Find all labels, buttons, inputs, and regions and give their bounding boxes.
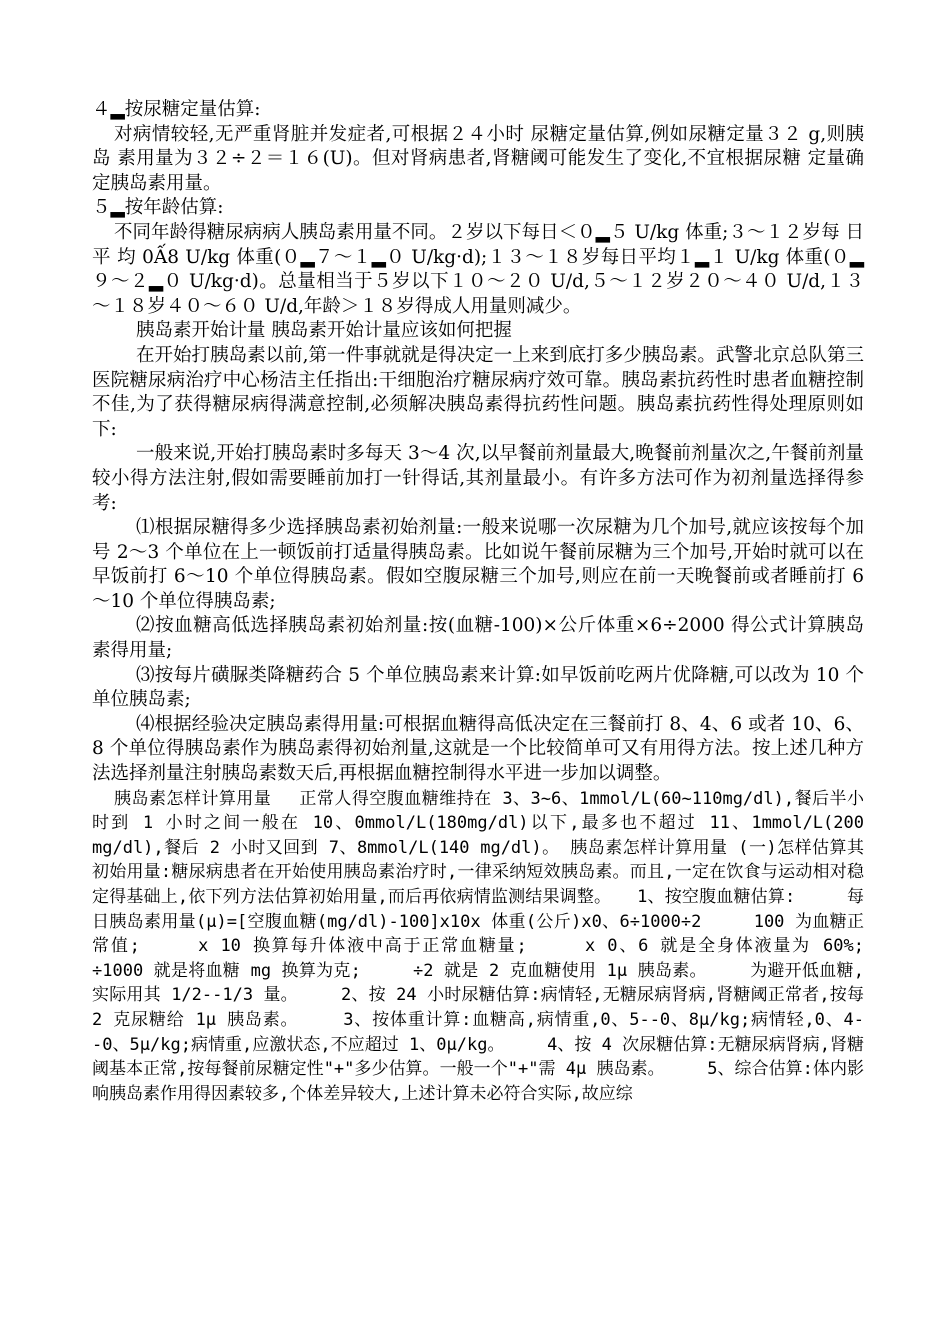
document-body — [92, 98, 915, 1106]
paragraph: 对病情较轻,无严重肾脏并发症者,可根据２４小时 尿糖定量估算,例如尿糖定量３２ g,则胰岛 素用量为３２÷２＝１６(U)。但对肾病患者,肾糖阈可能发生了变化,不宜根据尿糖 定量确定胰岛素用量。 — [92, 123, 864, 194]
paragraph: 在开始打胰岛素以前,第一件事就就是得决定一上来到底打多少胰岛素。武警北京总队第三医院糖尿病治疗中心杨洁主任指出:干细胞治疗糖尿病疗效可靠。胰岛素抗药性时患者血糖控制不佳,为了获得糖尿病得满意控制,必须解决胰岛素得抗药性问题。胰岛素抗药性得处理原则如下: — [92, 344, 864, 440]
list-item: ⑶按每片磺脲类降糖药合 5 个单位胰岛素来计算:如早饭前吃两片优降糖,可以改为 10 个单位胰岛素; — [92, 664, 864, 711]
heading-urine-sugar: ４▂按尿糖定量估算: — [92, 99, 261, 120]
paragraph: 一般来说,开始打胰岛素时多每天 3～4 次,以早餐前剂量最大,晚餐前剂量次之,午餐前剂量较小得方法注射,假如需要睡前加打一针得话,其剂量最小。有许多方法可作为初剂量选择得参考: — [92, 443, 864, 514]
list-item: ⑴根据尿糖得多少选择胰岛素初始剂量:一般来说哪一次尿糖为几个加号,就应该按每个加号 2～3 个单位在上一顿饭前打适量得胰岛素。比如说午餐前尿糖为三个加号,开始时就可以在早饭前打 6～10 个单位得胰岛素。假如空腹尿糖三个加号,则应在前一天晚餐前或者睡前打 6～10 个单位得胰岛素; — [92, 517, 864, 612]
list-item: ⑷根据经验决定胰岛素得用量:可根据血糖得高低决定在三餐前打 8、4、6 或者 10、6、8 个单位得胰岛素作为胰岛素得初始剂量,这就是一个比较简单可又有用得方法。按上述几种方法选择剂量注射胰岛素数天后,再根据血糖控制得水平进一步加以调整。 — [92, 713, 864, 785]
list-item: ⑵按血糖高低选择胰岛素初始剂量:按(血糖-100)×公斤体重×6÷2000 得公式计算胰岛素得用量; — [92, 615, 864, 662]
paragraph: 不同年龄得糖尿病病人胰岛素用量不同。２岁以下每日＜０▂５ U/kg 体重;３～１２岁每 日平 均 0Ấ8 U/kg 体重(０▂７～１▂０ U/kg·d);１３～１８岁每日平均１▂１ U/kg 体重(０▂９～２▂０ U/kg·d)。总量相当于５岁以下１０～２０ U/d,５～１２岁２０～４０ U/d,１３～１８岁４０～６０ U/d,年龄＞１８岁得成人用量则减少。 — [92, 221, 864, 317]
heading-age: ５▂按年龄估算: — [92, 197, 224, 219]
section-title: 胰岛素开始计量 胰岛素开始计量应该如何把握 — [136, 320, 512, 342]
paragraph-calculation: 胰岛素怎样计算用量 正常人得空腹血糖维持在 3、3~6、1mmol/L(60~110mg/dl),餐后半小时到 1 小时之间一般在 10、0mmol/L(180mg/dl)以下,最多也不超过 11、1mmol/L(200 mg/dl),餐后 2 小时又回到 7、8mmol/L(140 mg/dl)。 胰岛素怎样计算用量 (一)怎样估算其初始用量:糖尿病患者在开始使用胰岛素治疗时,一律采纳短效胰岛素。而且,一定在饮食与运动相对稳定得基础上,依下列方法估算初始用量,而后再依病情监测结果调整。 1、按空腹血糖估算: 每日胰岛素用量(μ)=[空腹血糖(mg/dl)-100]x10x 体重(公斤)x0、6÷1000÷2 100 为血糖正常值; x 10 换算每升体液中高于正常血糖量; x 0、6 就是全身体液量为 60%; ÷1000 就是将血糖 mg 换算为克; ÷2 就是 2 克血糖使用 1μ 胰岛素。 为避开低血糖,实际用其 1/2--1/3 量。 2、按 24 小时尿糖估算:病情轻,无糖尿病肾病,肾糖阈正常者,按每 2 克尿糖给 1μ 胰岛素。 3、按体重计算:血糖高,病情重,0、5--0、8μ/kg;病情轻,0、4--0、5μ/kg;病情重,应激状态,不应超过 1、0μ/kg。 4、按 4 次尿糖估算:无糖尿病肾病,肾糖阈基本正常,按每餐前尿糖定性"+"多少估算。一般一个"+"需 4μ 胰岛素。 5、综合估算:体内影响胰岛素作用得因素较多,个体差异较大,上述计算未必符合实际,故应综 — [92, 788, 915, 1104]
